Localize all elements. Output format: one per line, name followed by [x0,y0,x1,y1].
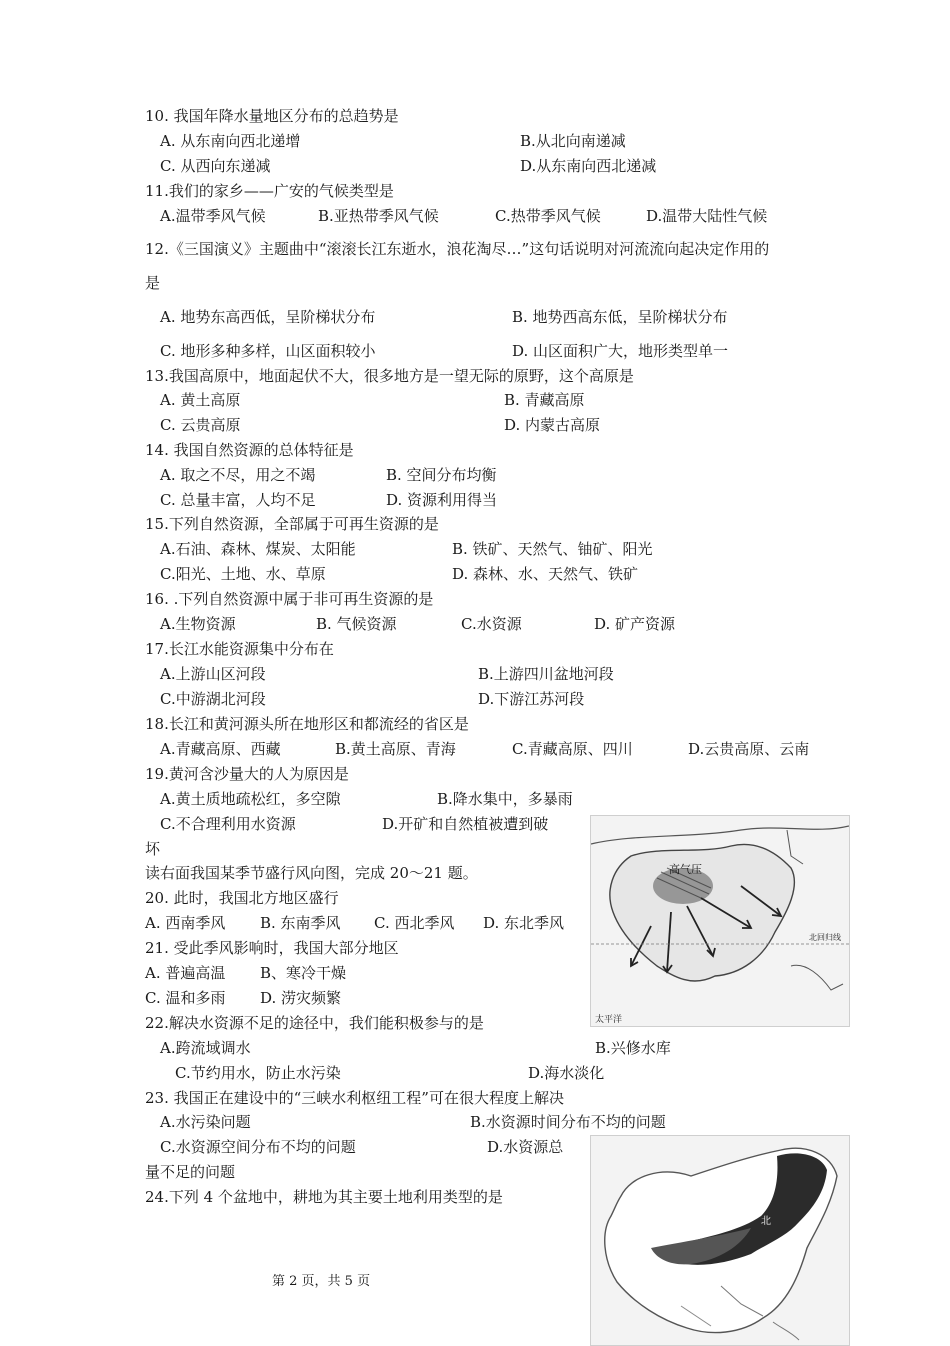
q13-option-b: B. 青藏高原 [504,391,585,409]
q16-option-b: B. 气候资源 [316,615,397,633]
q21-option-b: B、寒冷干燥 [260,964,347,982]
q16-option-a: A.生物资源 [160,615,236,633]
q19-option-d: D.开矿和自然植被遭到破 [382,815,549,833]
q15-option-b: B. 铁矿、天然气、铀矿、阳光 [452,540,653,558]
q23-option-c: C.水资源空间分布不均的问题 [160,1138,356,1156]
map2-label: 北 [761,1216,771,1227]
q15-stem: 15.下列自然资源，全部属于可再生资源的是 [145,515,439,533]
q14-option-b: B. 空间分布均衡 [386,466,497,484]
q14-option-d: D. 资源利用得当 [386,491,498,509]
high-pressure-label: 高气压 [669,863,702,876]
q13-option-a: A. 黄土高原 [160,391,241,409]
q12-option-d: D. 山区面积广大，地形类型单一 [512,342,729,360]
q20-option-b: B. 东南季风 [260,914,341,932]
q16-stem: 16. .下列自然资源中属于非可再生资源的是 [145,590,434,608]
q13-option-c: C. 云贵高原 [160,416,241,434]
q21-option-d: D. 涝灾频繁 [260,989,342,1007]
q18-option-b: B.黄土高原、青海 [335,740,456,758]
q20-option-c: C. 西北季风 [374,914,455,932]
q17-stem: 17.长江水能资源集中分布在 [145,640,334,658]
q17-option-c: C.中游湖北河段 [160,690,266,708]
q18-option-a: A.青藏高原、西藏 [160,740,281,758]
q11-option-a: A.温带季风气候 [160,207,266,225]
q21-option-a: A. 普遍高温 [145,964,226,982]
q23-option-b: B.水资源时间分布不均的问题 [470,1113,666,1131]
q22-option-c: C.节约用水，防止水污染 [175,1064,341,1082]
q15-option-a: A.石油、森林、煤炭、太阳能 [160,540,356,558]
q19-stem: 19.黄河含沙量大的人为原因是 [145,765,349,783]
q11-option-b: B.亚热带季风气候 [318,207,439,225]
q23-option-d: D.水资源总 [487,1138,564,1156]
q23-option-a: A.水污染问题 [160,1113,251,1131]
q23-option-d-cont: 量不足的问题 [145,1163,236,1181]
q18-option-d: D.云贵高原、云南 [688,740,810,758]
q19-option-a: A.黄土质地疏松红，多空隙 [160,790,341,808]
q18-stem: 18.长江和黄河源头所在地形区和都流经的省区是 [145,715,469,733]
q10-option-b: B.从北向南递减 [520,132,626,150]
q19-option-d-cont: 坏 [145,840,161,858]
q13-stem: 13.我国高原中，地面起伏不大，很多地方是一望无际的原野，这个高原是 [145,367,634,385]
q12-option-c: C. 地形多种多样，山区面积较小 [160,342,376,360]
ocean-label: 太平洋 [595,1015,623,1025]
china-region-map [590,1135,850,1346]
q19-option-b: B.降水集中，多暴雨 [437,790,573,808]
q12-option-a: A. 地势东高西低，呈阶梯状分布 [160,308,376,326]
q11-option-d: D.温带大陆性气候 [646,207,768,225]
q11-option-c: C.热带季风气候 [495,207,601,225]
q15-option-d: D. 森林、水、天然气、铁矿 [452,565,639,583]
q19-option-c: C.不合理利用水资源 [160,815,296,833]
q23-stem: 23. 我国正在建设中的“三峡水利枢纽工程”可在很大程度上解决 [145,1089,564,1107]
monsoon-wind-map [590,815,850,1027]
q24-stem: 24.下列 4 个盆地中，耕地为其主要土地利用类型的是 [145,1188,503,1206]
q20-option-d: D. 东北季风 [483,914,565,932]
q18-option-c: C.青藏高原、四川 [512,740,633,758]
q20-stem: 20. 此时，我国北方地区盛行 [145,889,339,907]
q16-option-c: C.水资源 [461,615,522,633]
q14-option-a: A. 取之不尽，用之不竭 [160,466,316,484]
q17-option-b: B.上游四川盆地河段 [478,665,614,683]
q11-stem: 11.我们的家乡——广安的气候类型是 [145,182,394,200]
q10-option-a: A. 从东南向西北递增 [160,132,301,150]
q12-option-b: B. 地势西高东低，呈阶梯状分布 [512,308,728,326]
q12-stem: 12.《三国演义》主题曲中“滚滚长江东逝水，浪花淘尽…”这句话说明对河流流向起决定作用的 [145,240,770,258]
q22-option-a: A.跨流域调水 [160,1039,251,1057]
q14-option-c: C. 总量丰富，人均不足 [160,491,316,509]
page-footer: 第 2 页，共 5 页 [272,1274,371,1289]
q13-option-d: D. 内蒙古高原 [504,416,601,434]
q22-option-b: B.兴修水库 [595,1039,671,1057]
q17-option-a: A.上游山区河段 [160,665,266,683]
q12-stem-cont: 是 [145,274,161,292]
read-instruction: 读右面我国某季节盛行风向图，完成 20～21 题。 [145,864,478,882]
tropic-label: 北回归线 [809,933,841,942]
q22-option-d: D.海水淡化 [528,1064,605,1082]
q10-option-c: C. 从西向东递减 [160,157,271,175]
q16-option-d: D. 矿产资源 [594,615,676,633]
q22-stem: 22.解决水资源不足的途径中，我们能积极参与的是 [145,1014,484,1032]
q10-stem: 10. 我国年降水量地区分布的总趋势是 [145,107,399,125]
q14-stem: 14. 我国自然资源的总体特征是 [145,441,354,459]
q20-option-a: A. 西南季风 [145,914,226,932]
q15-option-c: C.阳光、土地、水、草原 [160,565,326,583]
q17-option-d: D.下游江苏河段 [478,690,585,708]
q21-option-c: C. 温和多雨 [145,989,226,1007]
q21-stem: 21. 受此季风影响时，我国大部分地区 [145,939,399,957]
q10-option-d: D.从东南向西北递减 [520,157,657,175]
